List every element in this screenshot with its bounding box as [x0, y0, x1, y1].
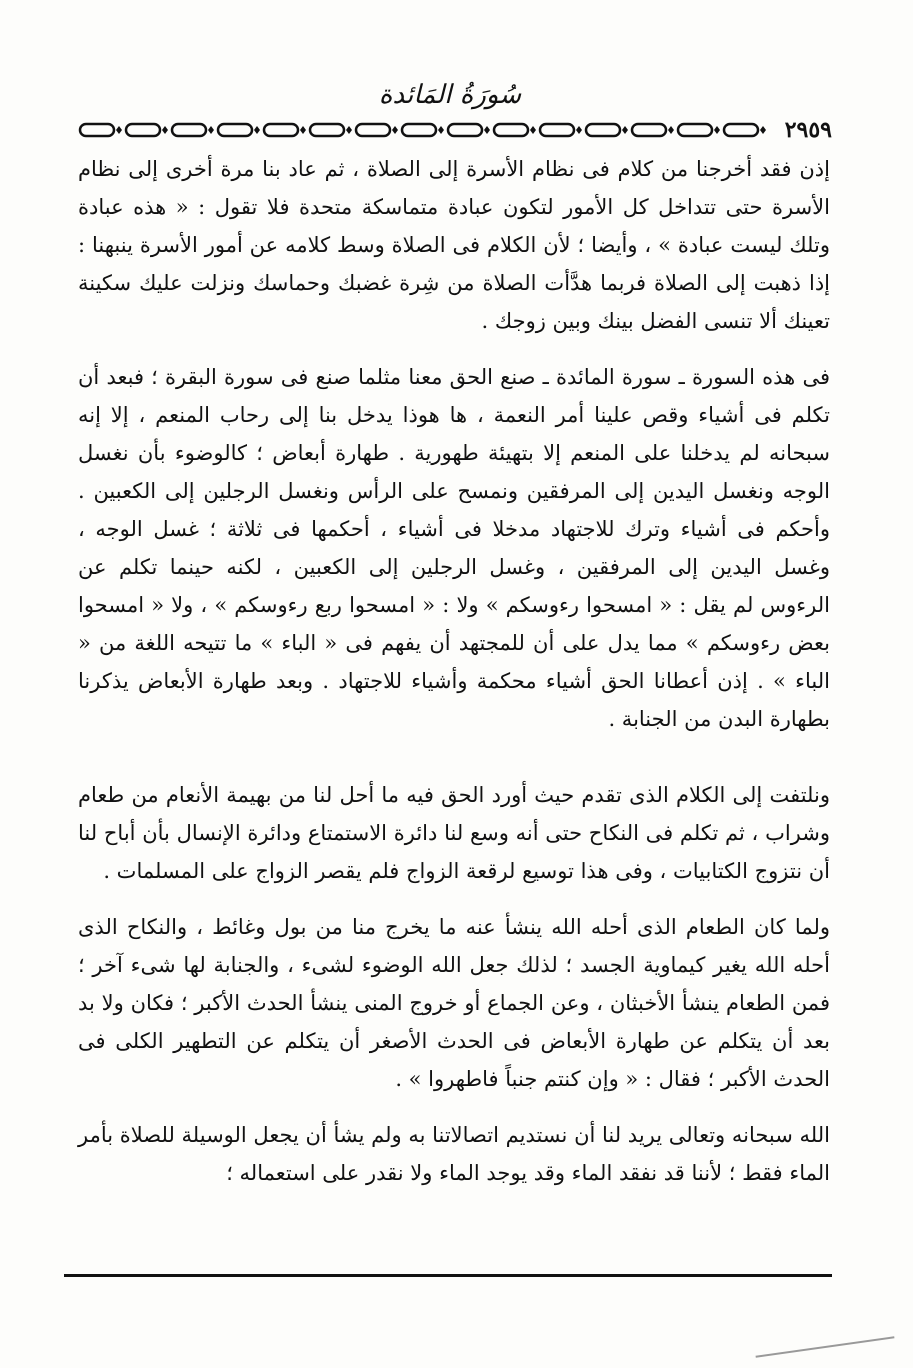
ornament-link	[264, 124, 298, 136]
ornament-diamond	[116, 126, 122, 134]
ornament-link	[632, 124, 666, 136]
ornament-link	[80, 124, 114, 136]
ornament-link	[678, 124, 712, 136]
paragraph-5: الله سبحانه وتعالى يريد لنا أن نستديم اتصالاتنا به ولم يشأ أن يجعل الوسيلة للصلاة بأمر الماء فقط ؛ لأننا قد نفقد الماء وقد يوجد الماء ولا نقدر على استعماله ؛	[78, 1123, 830, 1185]
ornament-diamond	[622, 126, 628, 134]
paragraph-4: ولما كان الطعام الذى أحله الله ينشأ عنه ما يخرج منا من بول وغائط ، والنكاح الذى أحله الله يغير كيماوية الجسد ؛ لذلك جعل الله الوضوء لشىء ، والجنابة لها شىء آخر ؛ فمن الطعام ينشأ الأخبثان ، وعن الجماع أو خروج المنى ينشأ الحدث الأكبر ؛ فكان ولا بد بعد أن يتكلم عن طهارة الأبعاض فى الحدث الأصغر أن يتكلم عن التطهير الكلى فى الحدث الأكبر ؛ فقال : « وإن كنتم جنباً فاطهروا » .	[78, 915, 830, 1091]
ornament-diamond	[346, 126, 352, 134]
ornament-link	[586, 124, 620, 136]
ornament-link	[540, 124, 574, 136]
ornament-link	[724, 124, 758, 136]
ornament-diamond	[438, 126, 444, 134]
ornament-diamond	[668, 126, 674, 134]
ornament-diamond	[254, 126, 260, 134]
paragraph-2: فى هذه السورة ـ سورة المائدة ـ صنع الحق معنا مثلما صنع فى سورة البقرة ؛ فبعد أن تكلم فى أشياء وقص علينا أمر النعمة ، ها هوذا يدخل بنا إلى رحاب المنعم ، إلا إنه سبحانه لم يدخلنا على المنعم إلا بتهيئة طهورية . طهارة أبعاض ؛ كالوضوء بأن نغسل الوجه ونغسل اليدين إلى المرفقين ونمسح على الرأس ونغسل الرجلين إلى الكعبين . وأحكم فى أشياء وترك للاجتهاد مدخلا فى أشياء ، أحكمها فى ثلاثة ؛ غسل الوجه ، وغسل اليدين إلى المرفقين ، وغسل الرجلين إلى الكعبين ، لكنه حينما تكلم عن الرءوس لم يقل : « امسحوا رءوسكم » ولا : « امسحوا ربع رءوسكم » ، ولا « امسحوا بعض رءوسكم » مما يدل على أن للمجتهد أن يفهم فى « الباء » ما تتيحه اللغة من « الباء » . إذن أعطانا الحق أشياء محكمة وأشياء للاجتهاد . وبعد طهارة الأبعاض يذكرنا بطهارة البدن من الجنابة .	[78, 365, 830, 731]
ornament-link	[402, 124, 436, 136]
ornament-link	[126, 124, 160, 136]
ornament-diamond	[760, 126, 766, 134]
ornament-link	[172, 124, 206, 136]
ornament-link	[310, 124, 344, 136]
ornament-link	[218, 124, 252, 136]
paragraph-1: إذن فقد أخرجنا من كلام فى نظام الأسرة إلى الصلاة ، ثم عاد بنا مرة أخرى إلى نظام الأسرة حتى تتداخل كل الأمور لتكون عبادة متماسكة متحدة فلا تقول : « هذه عبادة وتلك ليست عبادة » ، وأيضا ؛ لأن الكلام فى الصلاة وسط كلامه عن أمور الأسرة ينبهنا : إذا ذهبت إلى الصلاة فربما هدَّأت الصلاة من شِرة غضبك وحماسك ونزلت عليك سكينة تعينك ألا تنسى الفضل بينك وبين زوجك .	[78, 157, 830, 333]
page-header	[60, 70, 840, 150]
ornament-diamond	[392, 126, 398, 134]
ornament-diamond	[162, 126, 168, 134]
ornament-diamond	[576, 126, 582, 134]
ornament-link	[494, 124, 528, 136]
page-number: ٢٩٥٩	[784, 117, 832, 143]
ornament-link	[356, 124, 390, 136]
footer-rule	[64, 1274, 832, 1277]
page-body	[78, 150, 830, 1192]
ornament-diamond	[530, 126, 536, 134]
ornament-diamond	[484, 126, 490, 134]
ornament-diamond	[208, 126, 214, 134]
ornament-link	[448, 124, 482, 136]
ornament-diamond	[300, 126, 306, 134]
ornament-diamond	[714, 126, 720, 134]
page-corner-mark	[756, 1336, 895, 1357]
surah-title: سُورَةُ المَائدة	[378, 80, 522, 110]
header-rule	[60, 117, 840, 143]
paragraph-3: ونلتفت إلى الكلام الذى تقدم حيث أورد الحق فيه ما أحل لنا من بهيمة الأنعام من طعام وشراب ، ثم تكلم فى النكاح حتى أنه وسع لنا دائرة الاستمتاع ودائرة الإنسال بأن أباح لنا أن نتزوج الكتابيات ، وفى هذا توسيع لرقعة الزواج فلم يقصر الزواج على المسلمات .	[78, 783, 830, 883]
ornament-border-icon	[60, 120, 777, 140]
